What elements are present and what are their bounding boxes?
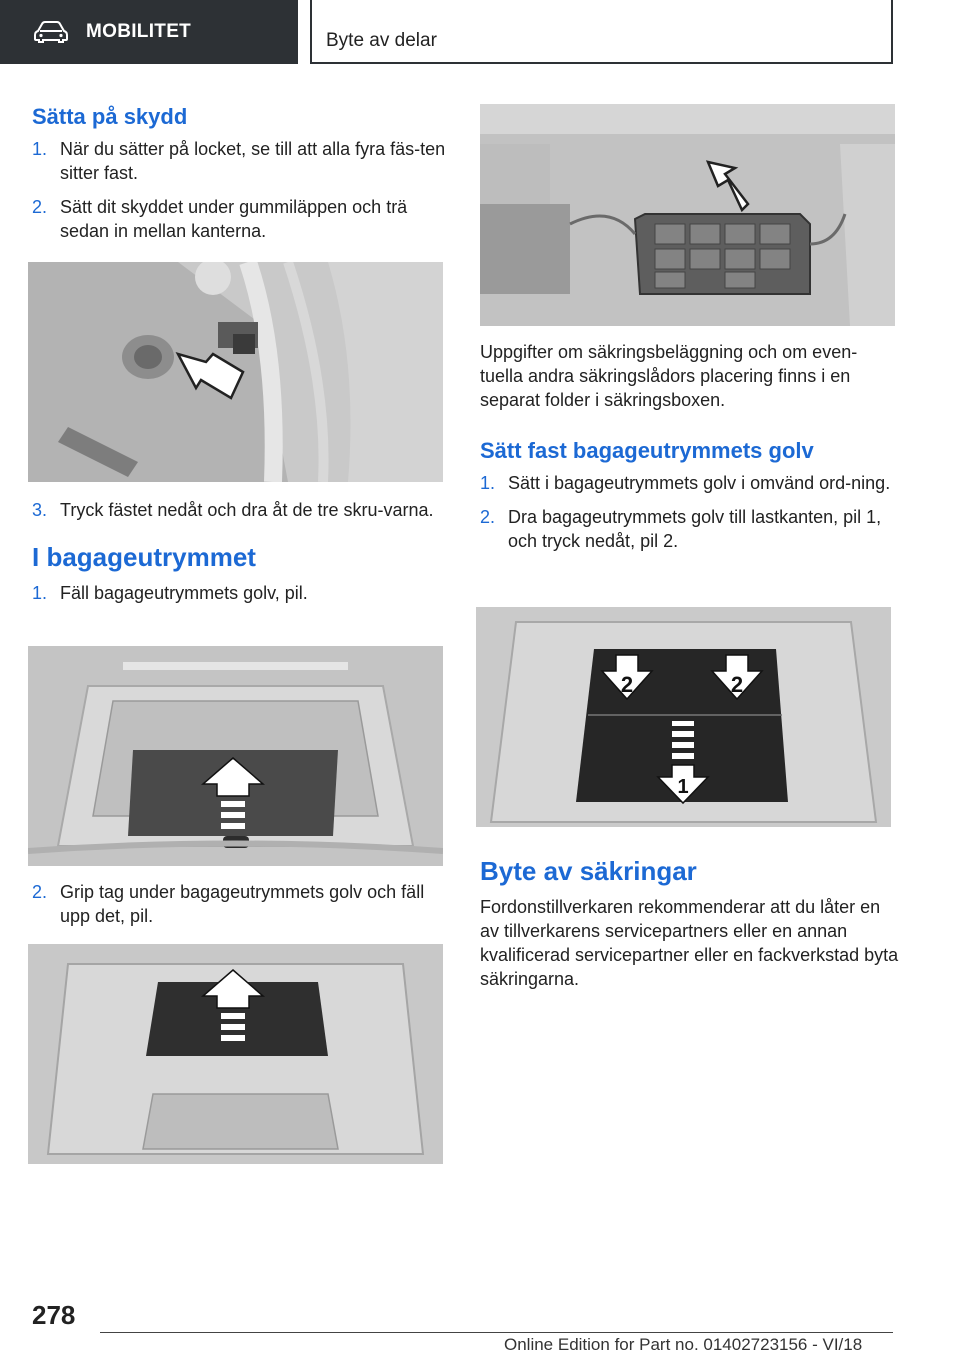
step-number: 2.: [480, 507, 496, 527]
step-number: 1.: [32, 583, 48, 603]
list-item: [32, 498, 447, 522]
arrow-label-right: 2: [730, 672, 744, 697]
fit-floor-illustration: [476, 607, 891, 827]
list-item: [32, 581, 447, 605]
luggage-floor-illustration: [28, 646, 443, 866]
luggage-heading: I bagageutrymmet: [32, 542, 256, 572]
step-text: Fäll bagageutrymmets golv, pil.: [60, 583, 308, 603]
car-icon: [34, 21, 68, 43]
right-text: [480, 340, 895, 553]
footer-divider: [100, 1332, 893, 1333]
fuses-text: Fordonstillverkaren rekommenderar att du låter en av tillverkarens servicepartners eller en annan kvalificerad servicepartner eller en fackverkstad byta säkringarna.: [480, 897, 899, 989]
chapter-title: Byte av delar: [326, 30, 437, 51]
arrow-label-left: 2: [620, 672, 634, 697]
luggage-section-cont: [32, 880, 452, 928]
protection-clip-illustration: [28, 262, 443, 482]
floor-heading: Sätt fast bagageutrymmets golv: [480, 438, 814, 463]
list-item: [480, 505, 895, 553]
edition-note: Online Edition for Part no. 01402723156 - VI/18: [504, 1335, 863, 1354]
list-item: [480, 471, 895, 495]
step-text: Sätt i bagageutrymmets golv i omvänd ord-ning.: [508, 473, 891, 493]
step-number: 2.: [32, 882, 48, 902]
step-number: 2.: [32, 197, 48, 217]
floor-steps: [480, 471, 895, 553]
protect-steps-cont: [32, 498, 447, 522]
fuses-heading: Byte av säkringar: [480, 856, 697, 886]
section-label: MOBILITET: [86, 21, 192, 42]
protect-steps: [32, 137, 447, 243]
step-text: När du sätter på locket, se till att alla fyra fäs-ten sitter fast.: [60, 139, 446, 183]
fuses-section: [480, 856, 900, 991]
list-item: [32, 137, 447, 185]
fuse-box-illustration: [480, 104, 895, 326]
chapter-header: [310, 0, 893, 64]
protect-heading: Sätta på skydd: [32, 104, 188, 129]
step-number: 1.: [32, 139, 48, 159]
fuse-info-text: Uppgifter om säkringsbeläggning och om even-tuella andra säkringslådors placering finns i en separat folder i säkringsboxen.: [480, 342, 858, 410]
luggage-steps: [32, 581, 447, 605]
luggage-steps-cont: [32, 880, 452, 928]
lift-floor-illustration: [28, 944, 443, 1164]
arrow-label-bottom: 1: [677, 776, 689, 798]
protect-section-cont: [32, 498, 447, 605]
section-tab: [0, 0, 298, 64]
step-text: Sätt dit skyddet under gummiläppen och trä sedan in mellan kanterna.: [60, 197, 408, 241]
step-number: 3.: [32, 500, 48, 520]
step-text: Grip tag under bagageutrymmets golv och fäll upp det, pil.: [60, 882, 425, 926]
page-number: 278: [32, 1300, 76, 1330]
list-item: [32, 195, 447, 243]
step-text: Dra bagageutrymmets golv till lastkanten, pil 1, och tryck nedåt, pil 2.: [508, 507, 882, 551]
step-text: Tryck fästet nedåt och dra åt de tre skru-varna.: [60, 500, 434, 520]
step-number: 1.: [480, 473, 496, 493]
protect-section: [32, 104, 447, 243]
list-item: [32, 880, 452, 928]
